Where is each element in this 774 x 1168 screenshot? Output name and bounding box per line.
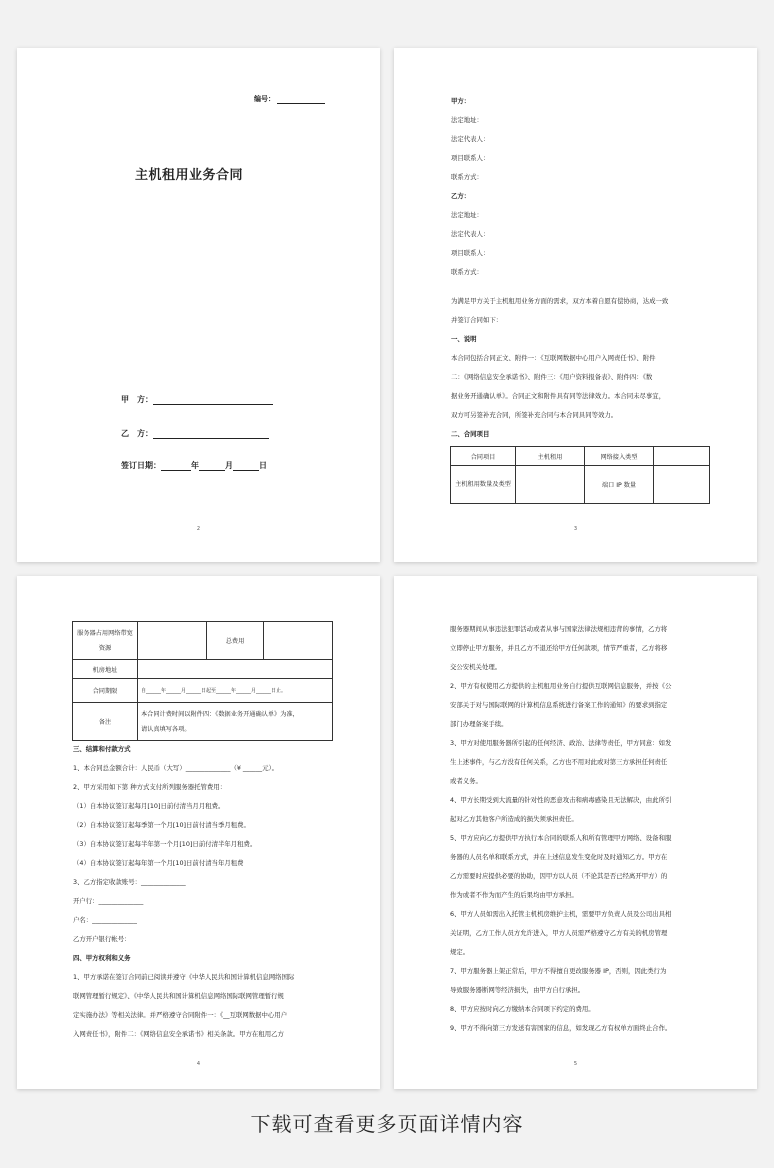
download-more-link[interactable]: 下载可查看更多页面详情内容: [250, 1112, 524, 1136]
section-heading: 二、合同项目: [451, 430, 490, 438]
page-number: 5: [573, 1061, 578, 1067]
table-cell: [138, 660, 333, 679]
body-line: 关证明，乙方工作人员方允许进入，甲方人员需严格遵守乙方有关的机房管理: [450, 929, 668, 937]
body-line: 立即停止甲方服务，并且乙方不退还给甲方任何款项，情节严重者，乙方将移: [450, 644, 668, 652]
party-b-heading: 乙方：: [451, 192, 471, 200]
contract-title: 主机租用业务合同: [135, 168, 244, 183]
period-value-cell: 自______年______月______日起至______年______月______日止。: [138, 679, 333, 703]
party-b-address: 法定地址：: [451, 211, 483, 219]
body-line: 户名：______________: [73, 916, 137, 924]
contract-page-payment: [17, 576, 380, 1089]
party-info-block: [451, 92, 489, 282]
month-label: 月: [225, 461, 233, 470]
body-line: （1）自本协议签订起每月[10]日前付清当月月租费。: [73, 802, 225, 810]
table-cell: [654, 466, 710, 504]
party-a-blank: [153, 396, 273, 405]
party-a-contact: 联系方式：: [451, 173, 483, 181]
note-line: 本合同计费时间以附件四：《数据业务开通确认单》为准，: [141, 710, 299, 718]
table-header-cell: 网络接入类型: [585, 447, 654, 466]
table-cell: 端口 IP 数量: [585, 466, 654, 504]
contract-number: [254, 94, 325, 104]
page-number: 3: [573, 526, 578, 532]
party-a-contact-person: 项目联系人：: [451, 154, 490, 162]
obligations-block: [450, 620, 671, 1038]
body-line: 1、本合同总金额合计：人民币（大写）______________（¥ ______元）。: [73, 764, 279, 772]
body-line: 起对乙方其他客户所造成的损失须承担责任。: [450, 815, 578, 823]
body-line: 安部关于对与国际联网的计算机信息系统进行备案工作的通知》的要求到指定: [450, 701, 668, 709]
contract-body-block: [451, 292, 668, 444]
body-line: 务器的人员名单和联系方式，并在上述信息发生变化时及时通知乙方。甲方在: [450, 853, 668, 861]
body-line: 据业务开通确认单》。合同正文和附件具有同等法律效力。本合同未尽事宜，: [451, 392, 666, 400]
body-line: 7、甲方服务器上架正常后，甲方不得擅自更改服务器 IP，否则，因此类行为: [450, 967, 667, 975]
table-row-label: 主机租用数量及类型: [451, 466, 516, 504]
body-line: 二：《网络信息安全承诺书》、附件三：《用户资料报备表》、附件四：《数: [451, 373, 653, 381]
note-label-cell: 备注: [73, 703, 138, 741]
contract-page-cover: [17, 48, 380, 562]
body-line: 生上述事件，与乙方没有任何关系，乙方也不用对此或对第三方承担任何责任: [450, 758, 668, 766]
body-line: 或者义务。: [450, 777, 482, 785]
party-b-blank: [153, 430, 269, 439]
body-line: 为满足甲方关于主机租用业务方面的需求，双方本着自愿有偿协商，达成一致: [451, 297, 669, 305]
body-line: 3、乙方指定收款账号：______________: [73, 878, 186, 886]
party-b-contact-person: 项目联系人：: [451, 249, 490, 257]
body-line: 双方可另签补充合同，所签补充合同与本合同具同等效力。: [451, 411, 618, 419]
party-a-representative: 法定代表人：: [451, 135, 490, 143]
body-line: 2、甲方有权使用乙方提供的主机租用业务自行提供互联网信息服务，并按《公: [450, 682, 672, 690]
body-line: 服务器期间从事违法犯罪活动或者从事与国家法律法规相违背的事情，乙方将: [450, 625, 668, 633]
body-line: 定实施办法》等相关法律。并严格遵守合同附件一：《__互联网数据中心用户: [73, 1011, 288, 1019]
section-heading: 四、甲方权利和义务: [73, 954, 131, 962]
party-b-representative: 法定代表人：: [451, 230, 490, 238]
body-line: 交公安机关处理。: [450, 663, 502, 671]
room-address-label-cell: 机房地址: [73, 660, 138, 679]
contract-page-obligations: [394, 576, 757, 1089]
body-line: 8、甲方应按时向乙方缴纳本合同项下约定的费用。: [450, 1005, 595, 1013]
party-b-label: 乙 方：: [121, 429, 153, 438]
party-b-contact: 联系方式：: [451, 268, 483, 276]
payment-block: [73, 740, 294, 1044]
contract-number-blank: [277, 96, 325, 104]
section-heading: 三、结算和付款方式: [73, 745, 131, 753]
table-header-cell: 合同项目: [451, 447, 516, 466]
party-a-heading: 甲方：: [451, 97, 471, 105]
total-fee-label-cell: 总费用: [207, 622, 264, 660]
contract-number-label: 编号：: [254, 95, 275, 103]
table-header-cell: 主机租用: [516, 447, 585, 466]
body-line: （4）自本协议签订起每年第一个月[10]日前付清当年月租费: [73, 859, 244, 867]
body-line: 部门办理备案手续。: [450, 720, 508, 728]
body-line: 并签订合同如下：: [451, 316, 503, 324]
body-line: （3）自本协议签订起每半年第一个月[10]日前付清半年月租费。: [73, 840, 257, 848]
body-line: 9、甲方不得向第三方发送有害国家的信息，如发现乙方有权单方面终止合作。: [450, 1024, 672, 1032]
party-b-field: [121, 428, 269, 439]
year-blank: [161, 462, 191, 471]
party-a-field: [121, 394, 273, 405]
table-cell: [264, 622, 333, 660]
body-line: 1、甲方承诺在签订合同前已阅读并遵守《中华人民共和国计算机信息网络国际: [73, 973, 295, 981]
body-line: 入网责任书》，附件二：《网络信息安全承诺书》相关条款。甲方在租用乙方: [73, 1030, 284, 1038]
party-a-label: 甲 方：: [121, 395, 153, 404]
table-cell: [516, 466, 585, 504]
body-line: 4、甲方长期受到大流量的针对性的恶意攻击和病毒感染且无法解决，由此所引: [450, 796, 672, 804]
body-line: 乙方开户银行帐号：: [73, 935, 131, 943]
body-line: 本合同包括合同正文、附件一：《互联网数据中心用户入网责任书》、附件: [451, 354, 656, 362]
service-table: [72, 621, 333, 741]
section-heading: 一、说明: [451, 335, 477, 343]
sign-date-field: [121, 460, 267, 471]
table-cell: [138, 622, 207, 660]
period-label-cell: 合同期限: [73, 679, 138, 703]
month-blank: [199, 462, 225, 471]
body-line: 3、甲方对使用服务器所引起的任何经济、政治、法律等责任，甲方同意：如发: [450, 739, 672, 747]
body-line: 2、甲方采用如下第 种方式支付所列服务器托管费用：: [73, 783, 227, 791]
bandwidth-label-cell: 服务器占用网络带宽资源: [73, 622, 138, 660]
body-line: 乙方需要时应提供必要的协助，因甲方以人员（不论其是否已经离开甲方）的: [450, 872, 668, 880]
day-label: 日: [259, 461, 267, 470]
body-line: （2）自本协议签订起每季第一个月[10]日前付清当季月租费。: [73, 821, 250, 829]
day-blank: [233, 462, 259, 471]
body-line: 6、甲方人员如需出入托管主机机房维护主机，需要甲方负责人员及公司出具相: [450, 910, 672, 918]
body-line: 作为或者不作为而产生的后果均由甲方承担。: [450, 891, 578, 899]
table-header-cell: [654, 447, 710, 466]
year-label: 年: [191, 461, 199, 470]
party-a-address: 法定地址：: [451, 116, 483, 124]
body-line: 规定。: [450, 948, 470, 956]
body-line: 5、甲方应向乙方提供甲方执行本合同的联系人和所有管理甲方网络、设备和服: [450, 834, 672, 842]
contract-items-table: [450, 446, 710, 504]
body-line: 联网管理暂行规定》、《中华人民共和国计算机信息网络国际联网管理暂行规: [73, 992, 284, 1000]
contract-page-parties: [394, 48, 757, 562]
note-line: 请认真填写各项。: [141, 725, 191, 733]
body-line: 导致服务器断网等经济损失，由甲方自行承担。: [450, 986, 585, 994]
page-number: 2: [196, 526, 201, 532]
body-line: 开户行：______________: [73, 897, 144, 905]
page-number: 4: [196, 1061, 201, 1067]
note-value-cell: [138, 703, 333, 741]
sign-date-label: 签订日期：: [121, 461, 161, 470]
